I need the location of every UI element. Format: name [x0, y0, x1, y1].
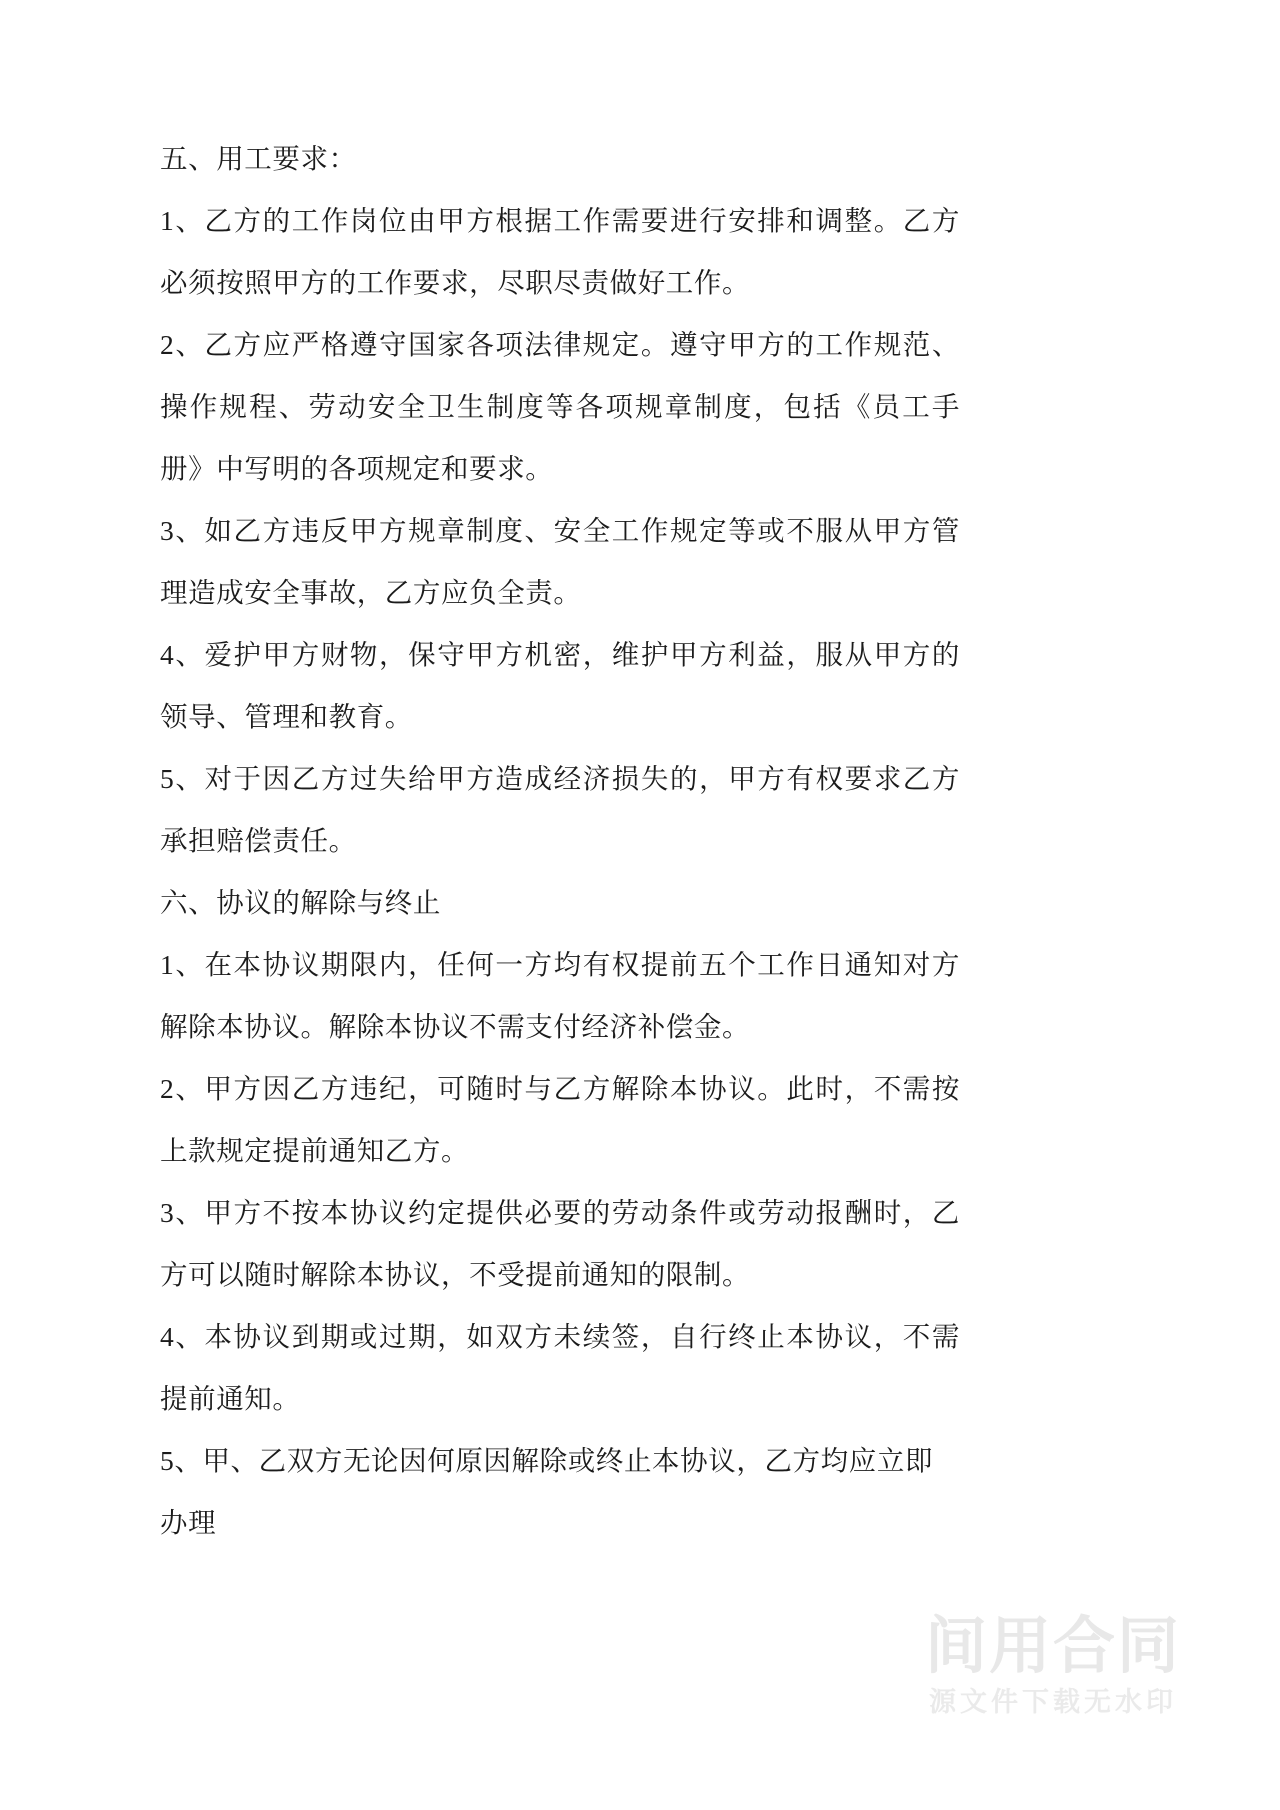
section-five-item-1: 1、乙方的工作岗位由甲方根据工作需要进行安排和调整。乙方必须按照甲方的工作要求，尽职尽责做好工作。 [160, 205, 960, 298]
section-six-item-3: 3、甲方不按本协议约定提供必要的劳动条件或劳动报酬时，乙方可以随时解除本协议，不受提前通知的限制。 [160, 1197, 960, 1290]
section-five-item-4: 4、爱护甲方财物，保守甲方机密，维护甲方利益，服从甲方的领导、管理和教育。 [160, 639, 960, 732]
section-six-item-4: 4、本协议到期或过期，如双方未续签，自行终止本协议，不需提前通知。 [160, 1321, 960, 1414]
section-five-item-3: 3、如乙方违反甲方规章制度、安全工作规定等或不服从甲方管理造成安全事故，乙方应负全责。 [160, 515, 960, 608]
section-six-item-1: 1、在本协议期限内，任何一方均有权提前五个工作日通知对方解除本协议。解除本协议不需支付经济补偿金。 [160, 949, 960, 1042]
watermark-subtitle-text: 源文件下载无水印 [929, 1687, 1177, 1719]
document-body [160, 128, 960, 1554]
section-six-item-2: 2、甲方因乙方违纪，可随时与乙方解除本协议。此时，不需按上款规定提前通知乙方。 [160, 1073, 960, 1166]
section-five-item-2: 2、乙方应严格遵守国家各项法律规定。遵守甲方的工作规范、操作规程、劳动安全卫生制度等各项规章制度，包括《员工手册》中写明的各项规定和要求。 [160, 329, 960, 484]
section-five-item-5: 5、对于因乙方过失给甲方造成经济损失的，甲方有权要求乙方承担赔偿责任。 [160, 763, 960, 856]
section-heading-six: 六、协议的解除与终止 [160, 887, 441, 918]
watermark-brand-text: 间用合同 [924, 1609, 1181, 1683]
section-heading-five: 五、用工要求： [160, 143, 357, 174]
watermark [838, 1609, 1268, 1719]
section-six-item-5: 5、甲、乙双方无论因何原因解除或终止本协议，乙方均应立即办理 [160, 1445, 934, 1538]
